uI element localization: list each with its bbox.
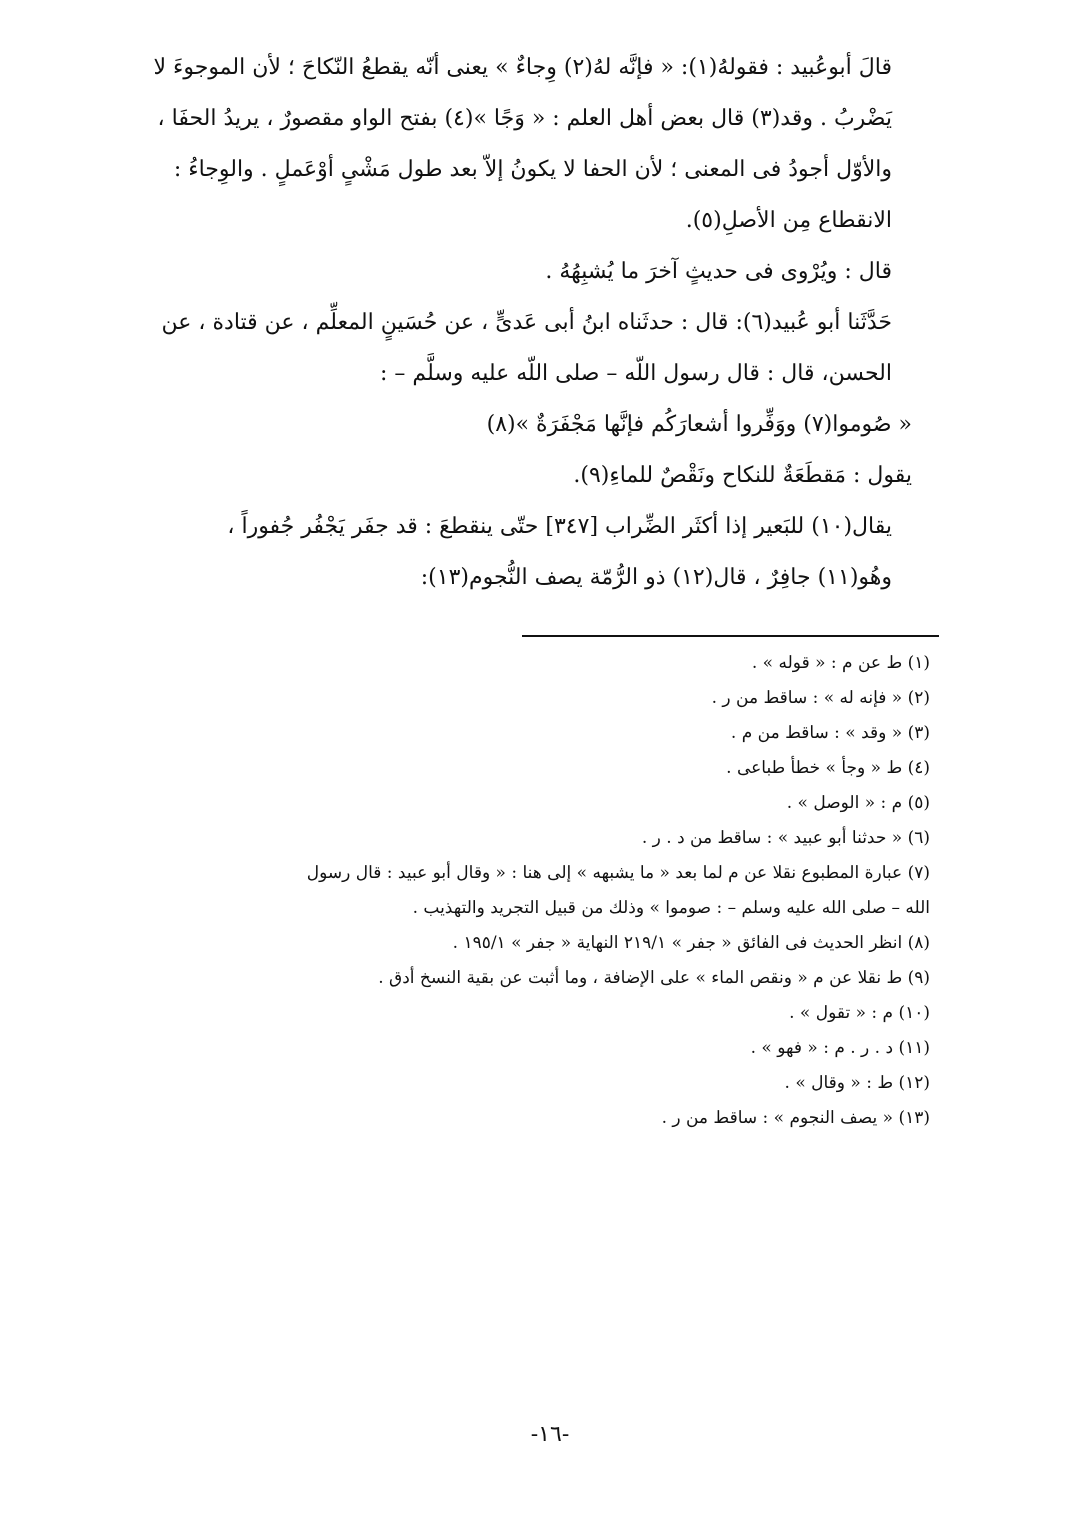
footnote-9: (٩) ط نقلا عن م « ونقص الماء » على الإضافة ، وما أثبت عن بقية النسخ أدق . bbox=[378, 968, 930, 988]
footnote-5: (٥) م : « الوصل » . bbox=[786, 793, 930, 813]
footnote-8: (٨) انظر الحديث فى الفائق « جفر » ٢١٩/١ النهاية « جفر » ١٩٥/١ . bbox=[452, 933, 930, 953]
paragraph-6: يقال(١٠) للبَعير إذا أكثَر الضِّراب [٣٤٧] حتّى ينقطعَ : قد جفَر يَجْفُر جُفوراً ، وهُو(١١) جافِرٌ ، قال(١٢) ذو الرُّمّة يصف النُّجوم(١٣): bbox=[227, 514, 892, 590]
footnote-12: (١٢) ط : « وقال » . bbox=[784, 1073, 930, 1093]
footnote-divider bbox=[522, 635, 939, 637]
paragraph-2: قال : ويُرْوى فى حديثٍ آخرَ ما يُشبِهُهُ . bbox=[545, 259, 892, 284]
footnote-4: (٤) ط « وجأ » خطأ طباعى . bbox=[726, 758, 930, 778]
footnote-6: (٦) « حدثنا أبو عبيد » : ساقط من د . ر . bbox=[641, 828, 930, 848]
footnote-2: (٢) « فإنه له » : ساقط من ر . bbox=[711, 688, 930, 708]
footnote-10: (١٠) م : « تقول » . bbox=[789, 1003, 930, 1023]
paragraph-1: قالَ أبوعُبيد : فقولهُ(١): « فإنَّه لهُ(٢) وِجاءٌ » يعنى أنّه يقطعُ النّكاحَ ؛ لأن الموجوءَ لا يَضْربُ . وقد(٣) قال بعض أهل العلم : « وَجًا »(٤) بفتح الواو مقصورٌ ، يريدُ الحفَا ، والأوّل أجودُ فى المعنى ؛ لأن الحفا لا يكونُ إلاّ بعد طول مَشْىٍ أوْعَملٍ . والوِجاءُ : الانقطاع مِن الأصلِ(٥). bbox=[153, 55, 892, 233]
hadith-quote: « صُوموا(٧) ووَفِّروا أشعارَكُم فإنَّها مَجْفَرَةٌ »(٨) bbox=[486, 412, 912, 437]
footnote-3: (٣) « وقد » : ساقط من م . bbox=[730, 723, 930, 743]
footnote-7-continued: الله – صلى الله عليه وسلم – : صوموا » وذلك من قبيل التجريد والتهذيب . bbox=[412, 898, 930, 918]
footnote-7: (٧) عبارة المطبوع نقلا عن م لما بعد « ما يشبهه » إلى هنا : « وقال أبو عبيد : قال رسول bbox=[306, 863, 930, 883]
main-text bbox=[150, 42, 940, 603]
paragraph-3: حَدَّثَنا أبو عُبيد(٦): قال : حدثَناه ابنُ أبى عَدىٍّ ، عن حُسَينٍ المعلِّم ، عن قتادة ، عن الحسن، قال : قال رسول اللّه – صلى اللّه عليه وسلَّم – : bbox=[161, 310, 892, 386]
footnote-1: (١) ط عن م : « قوله » . bbox=[751, 653, 930, 673]
footnote-11: (١١) د . ر . م : « فهو » . bbox=[750, 1038, 930, 1058]
footnote-13: (١٣) « يصف النجوم » : ساقط من ر . bbox=[661, 1108, 930, 1128]
paragraph-5: يقول : مَقطَعَةٌ للنكاح ونَقْصٌ للماءِ(٩). bbox=[573, 463, 912, 488]
page-number: -١٦- bbox=[530, 1422, 570, 1447]
footnotes bbox=[150, 646, 930, 1136]
